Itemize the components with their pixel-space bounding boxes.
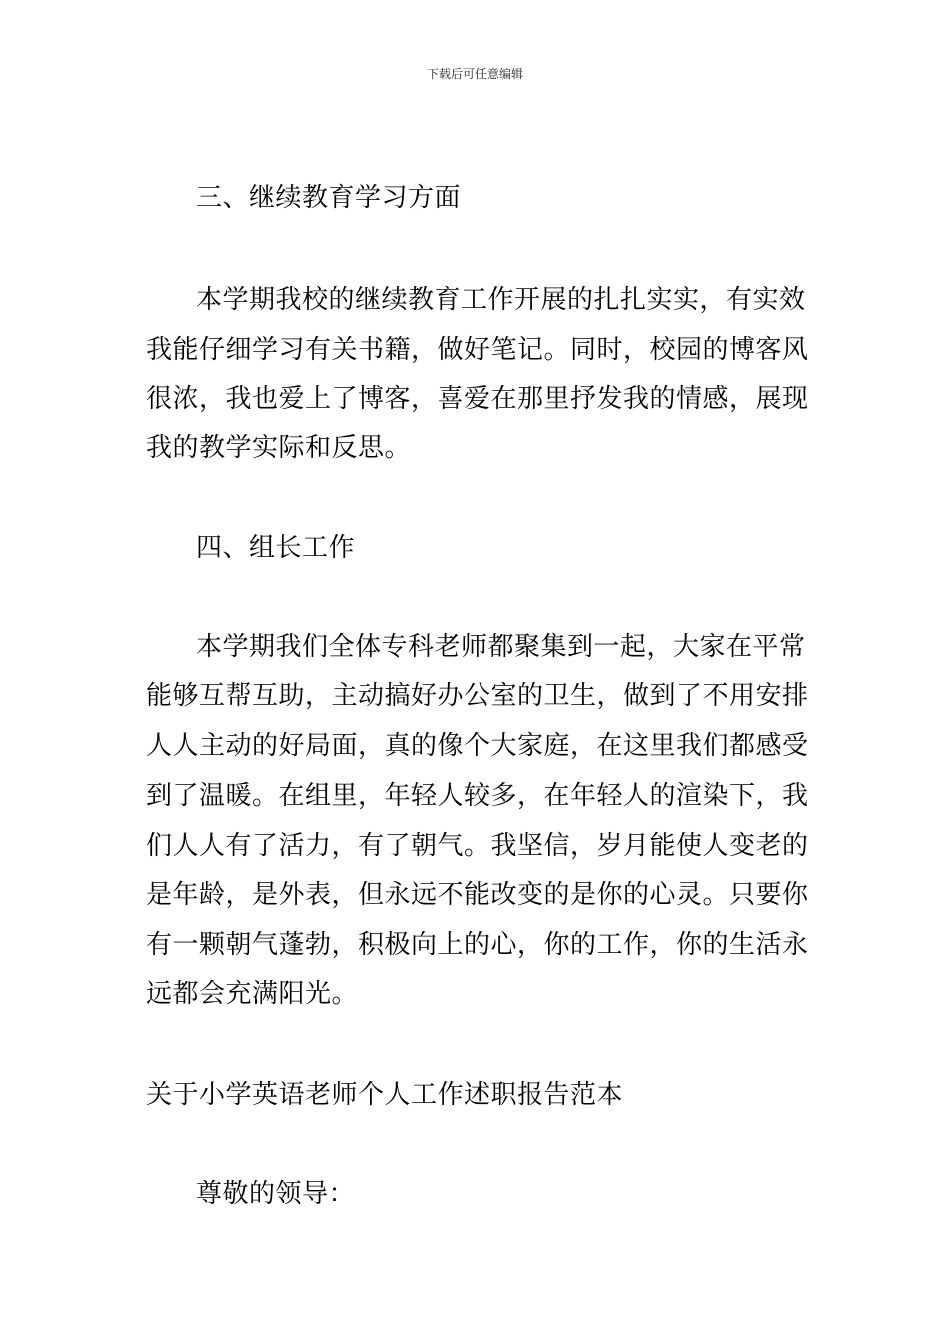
- paragraph-line: 远都会充满阳光。: [146, 979, 359, 1009]
- section-heading-group-leader: 四、组长工作: [196, 533, 356, 563]
- paragraph-line: 们人人有了活力，有了朝气。我坚信，岁月能使人变老的: [146, 831, 809, 861]
- page-header: 下载后可任意编辑: [426, 67, 523, 81]
- section-heading-continuing-education: 三、继续教育学习方面: [196, 183, 462, 213]
- paragraph-line: 我能仔细学习有关书籍，做好笔记。同时，校园的博客风: [146, 335, 809, 365]
- paragraph-line: 有一颗朝气蓬勃，积极向上的心，你的工作，你的生活永: [146, 930, 809, 960]
- paragraph-line: 我的教学实际和反思。: [146, 433, 412, 463]
- paragraph-line: 是年龄，是外表，但永远不能改变的是你的心灵。只要你: [146, 880, 809, 910]
- report-title: 关于小学英语老师个人工作述职报告范本: [146, 1080, 624, 1110]
- paragraph-line: 人人主动的好局面，真的像个大家庭，在这里我们都感受: [146, 731, 809, 761]
- salutation: 尊敬的领导：: [196, 1179, 356, 1209]
- paragraph-line: 到了温暖。在组里，年轻人较多，在年轻人的渲染下，我: [146, 781, 809, 811]
- paragraph-line: 本学期我们全体专科老师都聚集到一起，大家在平常: [196, 632, 806, 662]
- paragraph-line: 能够互帮互助，主动搞好办公室的卫生，做到了不用安排: [146, 681, 809, 711]
- paragraph-line: 本学期我校的继续教育工作开展的扎扎实实，有实效: [196, 285, 806, 315]
- paragraph-line: 很浓，我也爱上了博客，喜爱在那里抒发我的情感，展现: [146, 384, 809, 414]
